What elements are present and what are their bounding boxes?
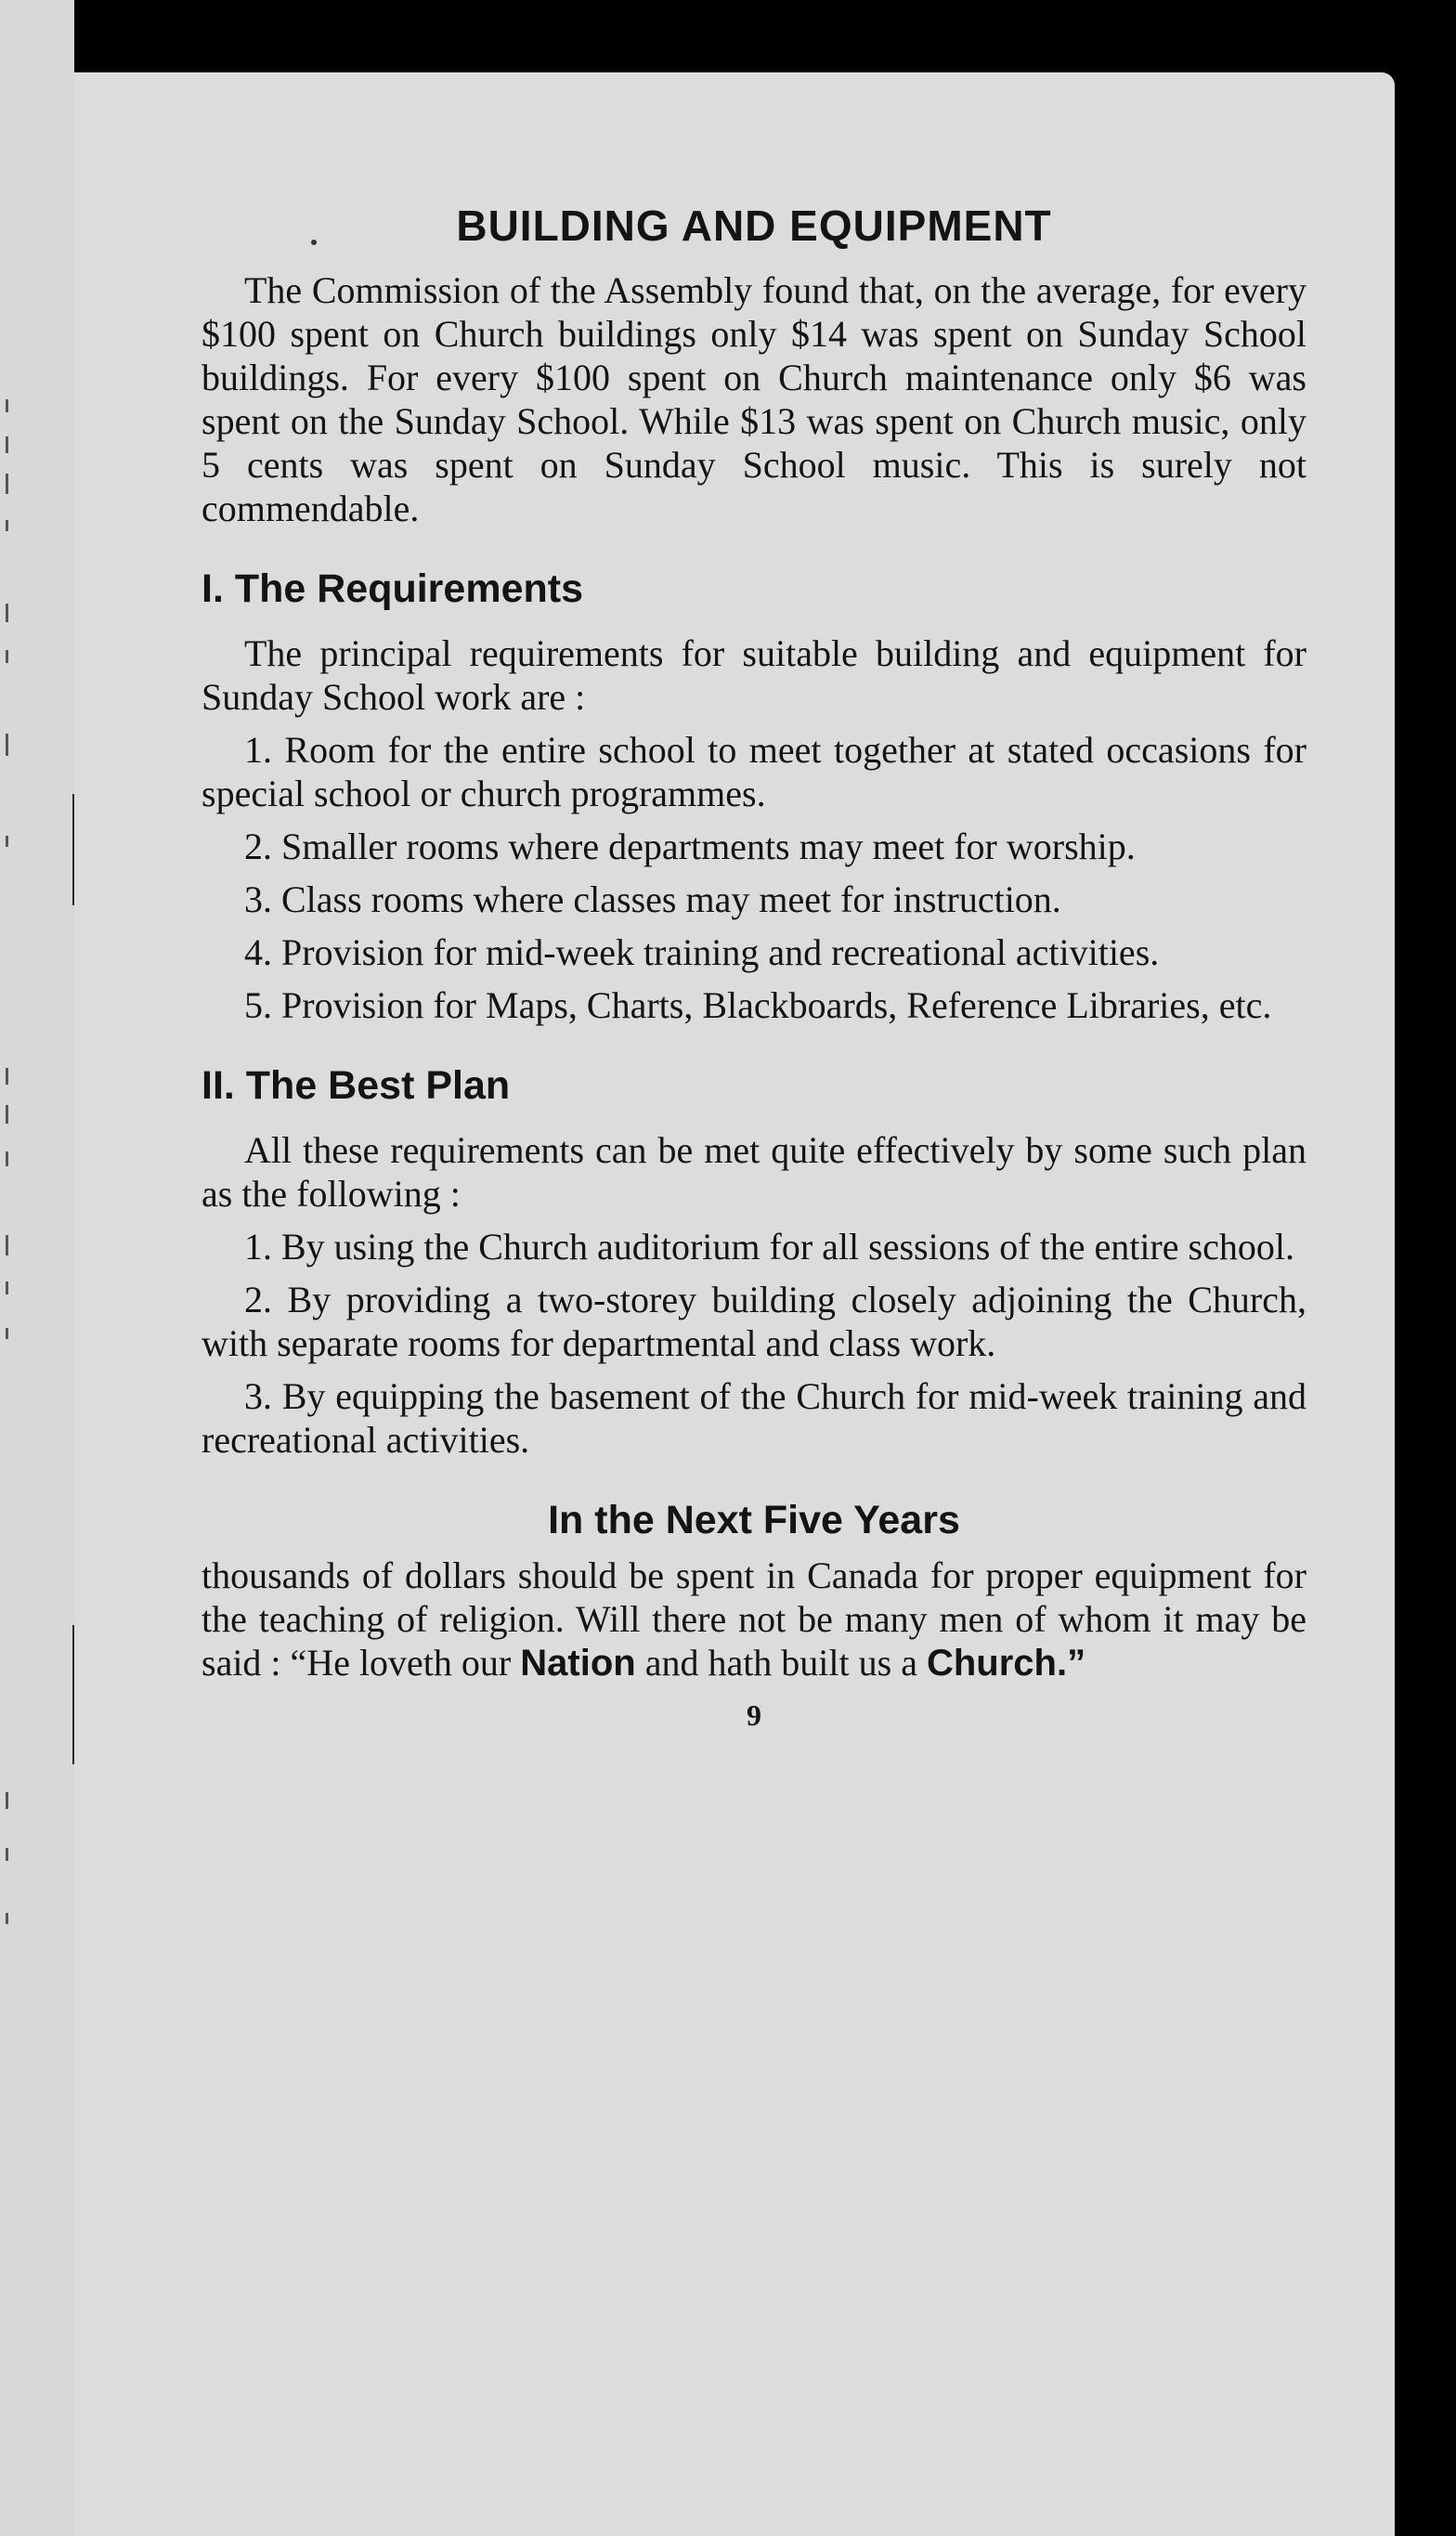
requirements-intro: The principal requirements for suitable building and equipment for Sunday School work are : xyxy=(202,631,1306,718)
requirement-item: 4. Provision for mid-week training and recreational activities. xyxy=(244,930,1160,973)
requirement-item: 2. Smaller rooms where departments may meet for worship. xyxy=(244,825,1136,867)
closing-paragraph xyxy=(202,1554,1306,1685)
page-title: BUILDING AND EQUIPMENT xyxy=(456,202,1052,250)
document-page xyxy=(74,72,1395,2536)
closing-bold-church: Church.” xyxy=(926,1643,1086,1684)
closing-text-start: thousands of dollars should be spent in Canada for proper equipment for the teaching of religion. Will there not be many men of whom it may be said : “He loveth our xyxy=(202,1554,1306,1684)
intro-paragraph: The Commission of the Assembly found that, on the average, for every $100 spent on Church buildings only $14 was spent on Sunday School buildings. For every $100 spent on Church maintenance only $6 was spent on the Sunday School. While $13 was spent on Church music, only 5 cents was spent on Sunday School music. This is surely not commendable. xyxy=(202,268,1306,529)
best-plan-intro: All these requirements can be met quite effectively by some such plan as the following : xyxy=(202,1129,1306,1216)
section-heading-next-five-years: In the Next Five Years xyxy=(548,1498,960,1543)
plan-item: 1. By using the Church auditorium for all sessions of the entire school. xyxy=(244,1226,1294,1268)
page-content xyxy=(202,202,1306,1733)
requirement-item: 1. Room for the entire school to meet together at stated occasions for special school or church programmes. xyxy=(202,728,1306,814)
requirement-item: 5. Provision for Maps, Charts, Blackboards, Reference Libraries, etc. xyxy=(244,983,1272,1026)
closing-text-mid: and hath built us a xyxy=(644,1642,917,1684)
requirement-item: 3. Class rooms where classes may meet for instruction. xyxy=(244,878,1061,920)
plan-item: 3. By equipping the basement of the Church for mid-week training and recreational activities. xyxy=(202,1375,1306,1462)
adjacent-page-marks xyxy=(2,0,30,2536)
plan-item: 2. By providing a two-storey building closely adjoining the Church, with separate rooms for departmental and class work. xyxy=(202,1279,1306,1365)
section-heading-requirements: I. The Requirements xyxy=(202,566,583,611)
section-heading-best-plan: II. The Best Plan xyxy=(202,1062,511,1108)
page-number: 9 xyxy=(747,1698,761,1733)
closing-bold-nation: Nation xyxy=(520,1643,636,1684)
